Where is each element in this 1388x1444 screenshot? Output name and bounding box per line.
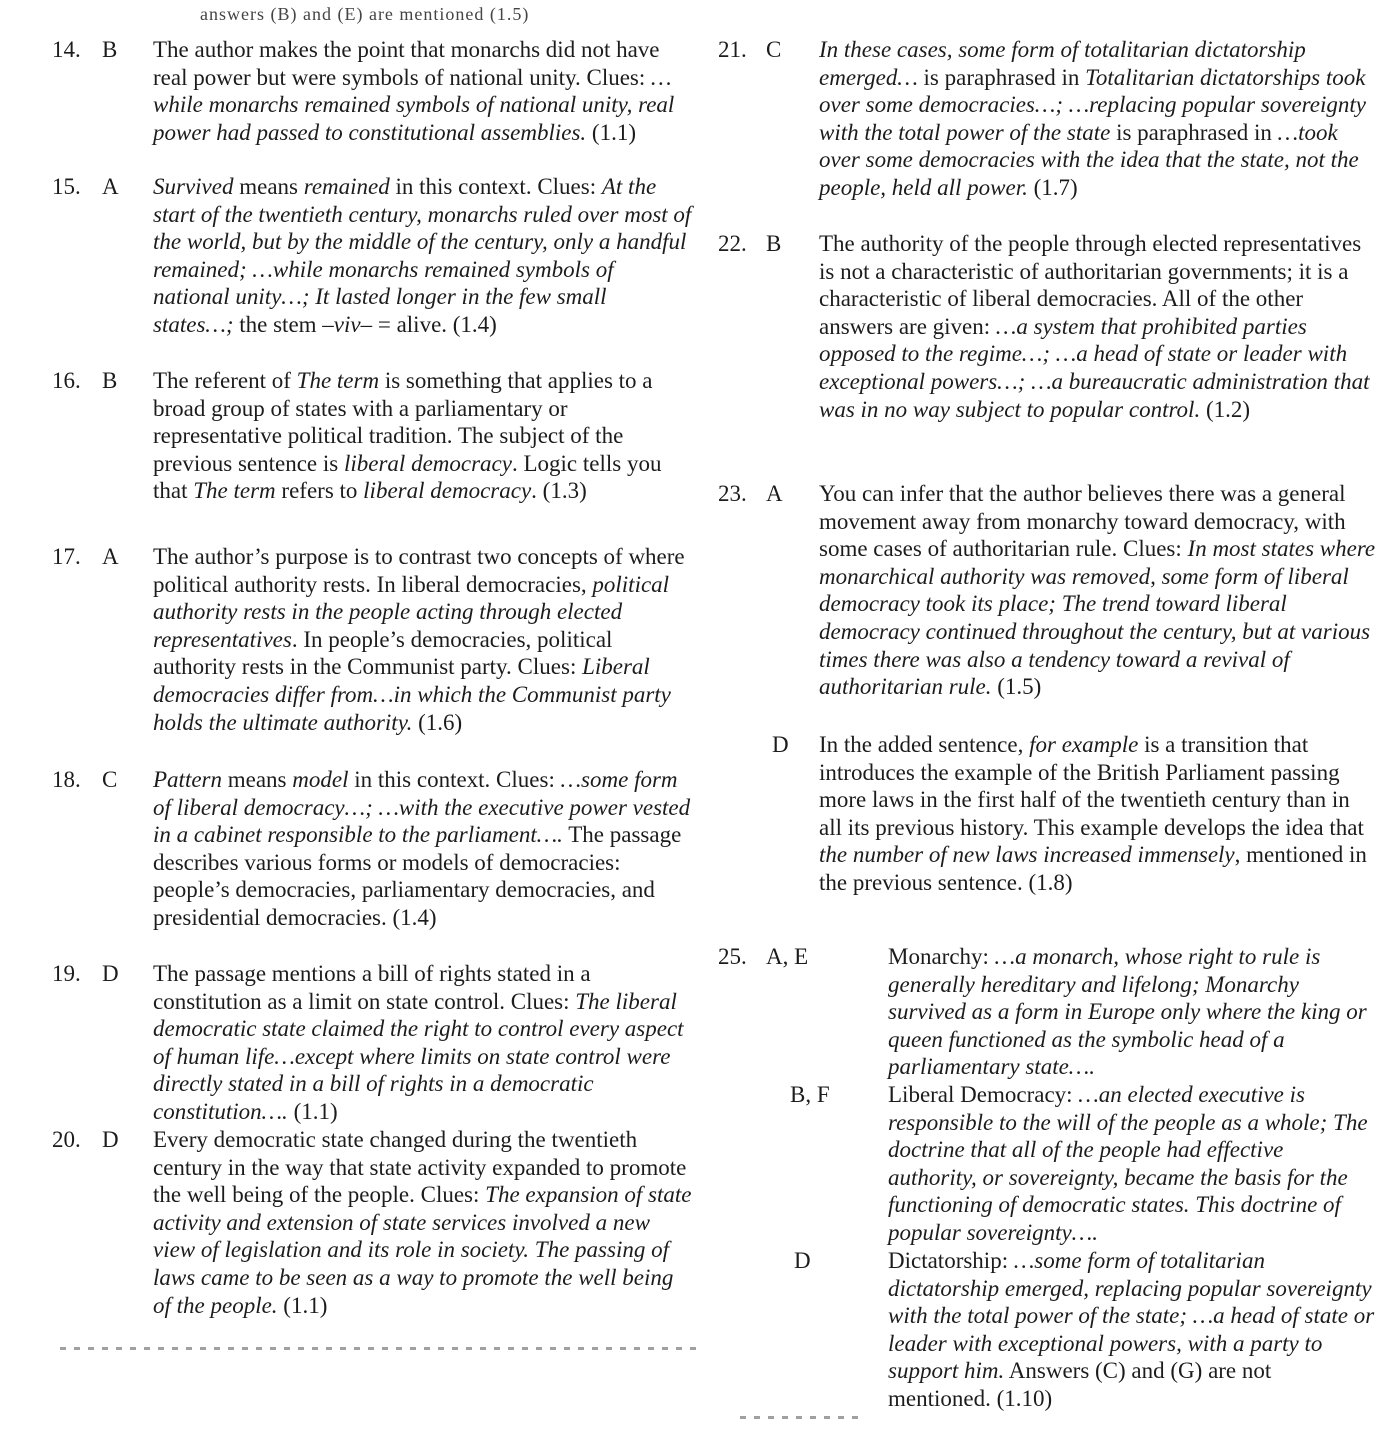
answer-item-14: [52, 36, 692, 173]
explanation: Every democratic state changed during the twentieth century in the way that state activity expanded to promote the well being of the people. Clues: The expansion of state activity and extension of state services involved a new view of legislation and its role in society. The passing of laws came to be seen as a way to promote the well being of the people. (1.1): [153, 1127, 692, 1318]
answer-item-17: [52, 543, 692, 766]
answer-item-24: [716, 731, 1376, 943]
explanation: The author makes the point that monarchs did not have real power but were symbols of national unity. Clues: …while monarchs remained symbols of national unity, real power had passed to constitutional assemblies. (1.1): [153, 37, 675, 145]
question-number: 20.: [52, 1127, 81, 1152]
answer-letter: B, F: [790, 1082, 830, 1107]
answer-item-18: [52, 766, 692, 960]
answer-item-15: [52, 173, 692, 367]
answer-part-monarchy: [716, 943, 1376, 1081]
answer-letter: D: [794, 1248, 811, 1273]
answer-letter: B: [766, 231, 782, 256]
answer-item-22: [716, 230, 1376, 480]
answer-letter: A, E: [766, 944, 809, 969]
answer-letter: C: [766, 37, 782, 62]
question-number: 19.: [52, 961, 81, 986]
clipped-bottom-line-left: [60, 1347, 700, 1350]
explanation: Monarchy: …a monarch, whose right to rule is generally hereditary and lifelong; Monarchy survived as a form in Europe only where the king or queen functioned as the symbolic head of a parliamentary state….: [888, 944, 1367, 1080]
answer-part-dictatorship: [716, 1247, 1376, 1413]
answer-item-16: [52, 367, 692, 543]
explanation: The referent of The term is something that applies to a broad group of states with a parliamentary or representative political tradition. The subject of the previous sentence is liberal democracy. Logic tells you that The term refers to liberal democracy. (1.3): [153, 368, 662, 504]
question-number: 25.: [718, 944, 747, 969]
answer-letter: D: [102, 961, 119, 986]
clipped-top-line: answers (B) and (E) are mentioned (1.5): [200, 4, 530, 24]
answer-letter: D: [102, 1127, 119, 1152]
answer-letter: B: [102, 37, 118, 62]
explanation: You can infer that the author believes there was a general movement away from monarchy toward democracy, with some cases of authoritarian rule. Clues: In most states where monarchical authority was removed, some form of liberal democracy took its place; The trend toward liberal democracy continued throughout the century, but at various times there was also a tendency toward a revival of authoritarian rule. (1.5): [819, 481, 1376, 700]
explanation: The author’s purpose is to contrast two concepts of where political authority rests. In liberal democracies, political authority rests in the people acting through elected representatives. In people’s democracies, political authority rests in the Communist party. Clues: Liberal democracies differ from…in which the Communist party holds the ultimate authority. (1.6): [153, 544, 685, 735]
clipped-bottom-line-right: [740, 1416, 860, 1419]
answer-letter: A: [102, 544, 119, 569]
question-number: 16.: [52, 368, 81, 393]
question-number: 17.: [52, 544, 81, 569]
answer-item-23: [716, 480, 1376, 731]
answer-item-21: [716, 36, 1376, 230]
right-column: [716, 36, 1376, 1413]
question-number: 23.: [718, 481, 747, 506]
question-number: 14.: [52, 37, 81, 62]
answer-item-25: [716, 943, 1376, 1413]
explanation: The passage mentions a bill of rights stated in a constitution as a limit on state control. Clues: The liberal democratic state claimed the right to control every aspect of human life…except where limits on state control were directly stated in a bill of rights in a democratic constitution…. (1.1): [153, 961, 684, 1124]
answer-letter: B: [102, 368, 118, 393]
answer-letter: A: [102, 174, 119, 199]
left-column: [52, 36, 692, 1319]
answer-item-20: [52, 1126, 692, 1319]
explanation: Survived means remained in this context. Clues: At the start of the twentieth century, monarchs ruled over most of the world, but by the middle of the century, only a handful remained; …while monarchs remained symbols of national unity…; It lasted longer in the few small states…; the stem –viv– = alive. (1.4): [153, 174, 692, 337]
explanation: In these cases, some form of totalitarian dictatorship emerged… is paraphrased in Totalitarian dictatorships took over some democracies…; …replacing popular sovereignty with the total power of the state is paraphrased in …took over some democracies with the idea that the state, not the people, held all power. (1.7): [819, 37, 1366, 200]
question-number: 21.: [718, 37, 747, 62]
explanation: The authority of the people through elected representatives is not a characteristic of authoritarian governments; it is a characteristic of liberal democracies. All of the other answers are given: …a system that prohibited parties opposed to the regime…; …a head of state or leader with exceptional powers…; …a bureaucratic administration that was in no way subject to popular control. (1.2): [819, 231, 1370, 422]
question-number: 18.: [52, 767, 81, 792]
explanation: Liberal Democracy: …an elected executive is responsible to the will of the people as a whole; The doctrine that all of the people had effective authority, or sovereignty, became the basis for the functioning of democratic states. This doctrine of popular sovereignty….: [888, 1082, 1368, 1245]
answer-letter: A: [766, 481, 783, 506]
explanation: Pattern means model in this context. Clues: …some form of liberal democracy…; …with the executive power vested in a cabinet responsible to the parliament…. The passage describes various forms or models of democracies: people’s democracies, parliamentary democracies, and presidential democracies. (1.4): [153, 767, 691, 930]
answer-part-liberal-democracy: [716, 1081, 1376, 1247]
answer-letter: C: [102, 767, 118, 792]
question-number: 22.: [718, 231, 747, 256]
answer-item-19: [52, 960, 692, 1126]
answer-letter: D: [772, 732, 789, 757]
question-number: 15.: [52, 174, 81, 199]
explanation: In the added sentence, for example is a transition that introduces the example of the British Parliament passing more laws in the first half of the twentieth century than in all its previous history. This example develops the idea that the number of new laws increased immensely, mentioned in the previous sentence. (1.8): [819, 732, 1367, 895]
explanation: Dictatorship: …some form of totalitarian dictatorship emerged, replacing popular sovereignty with the total power of the state; …a head of state or leader with exceptional powers, with a party to support him. Answers (C) and (G) are not mentioned. (1.10): [888, 1248, 1375, 1411]
